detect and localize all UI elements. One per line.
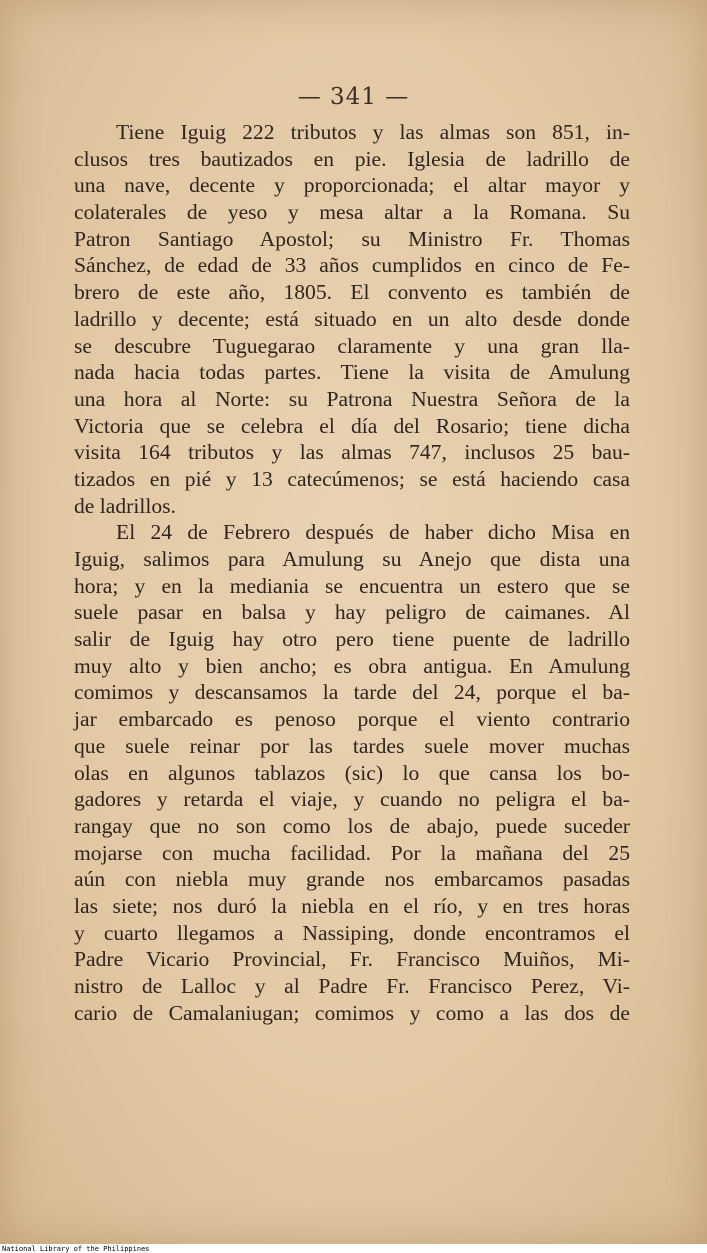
text-line: las siete; nos duró la niebla en el río, y en tres horas: [74, 893, 630, 918]
text-line: salir de Iguig hay otro pero tiene puente de ladrillo: [74, 627, 630, 652]
text-line: brero de este año, 1805. El convento es también de: [74, 280, 630, 305]
text-line: nistro de Lalloc y al Padre Fr. Francisco Perez, Vi-: [74, 974, 630, 998]
text-line: cario de Camalaniugan; comimos y como a las dos de: [74, 1000, 630, 1025]
text-line: hora; y en la mediania se encuentra un estero que se: [74, 573, 630, 598]
text-line: gadores y retarda el viaje, y cuando no peligra el ba-: [74, 787, 630, 812]
text-line: Padre Vicario Provincial, Fr. Francisco Muiños, Mi-: [74, 947, 630, 972]
page-number: — 341 —: [297, 84, 410, 110]
text-line: colaterales de yeso y mesa altar a la Romana. Su: [74, 200, 630, 225]
text-line: suele pasar en balsa y hay peligro de caimanes. Al: [74, 600, 630, 625]
text-line: muy alto y bien ancho; es obra antigua. En Amulung: [74, 653, 630, 678]
text-line: de ladrillos.: [74, 493, 176, 518]
text-line: se descubre Tuguegarao claramente y una gran lla-: [74, 333, 630, 358]
page-body: [74, 119, 630, 1026]
text-line: tizados en pié y 13 catecúmenos; se está haciendo casa: [74, 466, 630, 491]
text-line: ladrillo y decente; está situado en un alto desde donde: [74, 306, 630, 331]
text-line: visita 164 tributos y las almas 747, inclusos 25 bau-: [74, 440, 630, 465]
text-line: y cuarto llegamos a Nassiping, donde encontramos el: [74, 920, 630, 945]
library-watermark: National Library of the Philippines: [2, 1245, 150, 1253]
text-line: Iguig, salimos para Amulung su Anejo que dista una: [74, 547, 630, 571]
text-line: aún con niebla muy grande nos embarcamos pasadas: [74, 867, 630, 892]
text-line: jar embarcado es penoso porque el viento contrario: [74, 707, 630, 732]
text-line: nada hacia todas partes. Tiene la visita de Amulung: [74, 360, 630, 385]
text-line: Tiene Iguig 222 tributos y las almas son 851, in-: [116, 120, 630, 144]
text-line: Sánchez, de edad de 33 años cumplidos en cinco de Fe-: [74, 253, 630, 278]
text-line: comimos y descansamos la tarde del 24, porque el ba-: [74, 680, 630, 705]
text-line: olas en algunos tablazos (sic) lo que cansa los bo-: [74, 760, 630, 785]
text-line: clusos tres bautizados en pie. Iglesia de ladrillo de: [74, 146, 630, 171]
text-line: que suele reinar por las tardes suele mover muchas: [74, 733, 630, 758]
text-line: Victoria que se celebra el día del Rosario; tiene dicha: [74, 413, 630, 438]
text-line: mojarse con mucha facilidad. Por la mañana del 25: [74, 840, 630, 865]
text-line: una nave, decente y proporcionada; el altar mayor y: [74, 173, 630, 198]
text-line: rangay que no son como los de abajo, puede suceder: [74, 813, 630, 838]
text-line: una hora al Norte: su Patrona Nuestra Señora de la: [74, 386, 630, 411]
text-line: El 24 de Febrero después de haber dicho Misa en: [116, 520, 630, 545]
text-line: Patron Santiago Apostol; su Ministro Fr. Thomas: [74, 226, 630, 251]
